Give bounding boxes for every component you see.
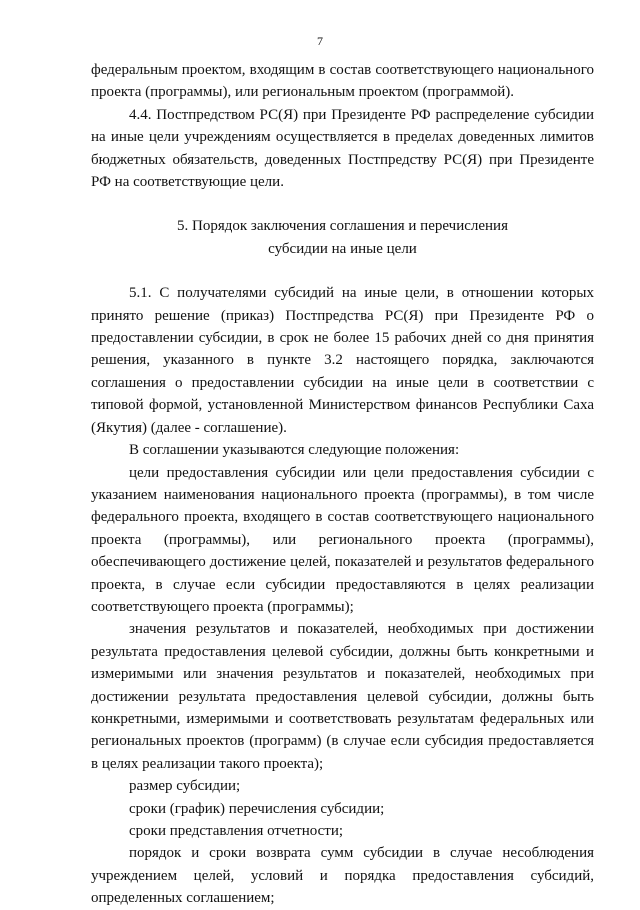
paragraph-5-1: 5.1. С получателями субсидий на иные цели, в отношении которых принято решение (приказ) Постпредства РС(Я) при Президенте РФ о предоставлении субсидии, в срок не более 15 рабочих дней со дня принятия решения, указанного в пункте 3.2 настоящего порядка, заключаются соглашения о предоставлении субсидии на иные цели в соответствии с типовой формой, установленной Министерством финансов Республики Саха (Якутия) (далее - соглашение).	[91, 285, 594, 436]
list-item-amount: размер субсидии;	[129, 778, 241, 795]
page-number: 7	[317, 34, 323, 48]
list-item-results: значения результатов и показателей, необходимых при достижении результата предоставления целевой субсидии, должны быть конкретными и измеримыми или значения результатов и показателей, необходимых при достижении результата предоставления целевой субсидии, должны быть конкретными, измеримыми и соответствовать результатам федеральных или региональных проектов (программ) (в случае если субсидия предоставляется в целях реализации такого проекта);	[91, 621, 594, 772]
list-item-goals: цели предоставления субсидии или цели предоставления субсидии с указанием наименования национального проекта (программы), в том числе федерального проекта, входящего в состав соответствующего национального проекта (программы), или регионального проекта (программы), обеспечивающего достижение целей, показателей и результатов федерального проекта, в случае если субсидии предоставляются в целях реализации соответствующего проекта (программы);	[91, 464, 594, 615]
document-body	[91, 59, 594, 910]
paragraph-4-4: 4.4. Постпредством РС(Я) при Президенте РФ распределение субсидии на иные цели учреждениям осуществляется в пределах доведенных лимитов бюджетных обязательств, доведенных Постпредству РС(Я) при Президенте РФ на соответствующие цели.	[91, 106, 594, 191]
section-heading-line1: 5. Порядок заключения соглашения и перечисления	[177, 218, 508, 235]
section-heading-line2: субсидии на иные цели	[268, 240, 417, 257]
list-item-reporting: сроки представления отчетности;	[129, 823, 344, 839]
section-heading	[91, 215, 594, 260]
list-item-refund: порядок и сроки возврата сумм субсидии в случае несоблюдения учреждением целей, условий и порядка предоставления субсидий, определенных соглашением;	[91, 845, 594, 907]
paragraph-continuation: федеральным проектом, входящим в состав соответствующего национального проекта (программы), или региональным проектом (программой).	[91, 62, 594, 101]
list-item-schedule: сроки (график) перечисления субсидии;	[129, 800, 385, 817]
paragraph-provisions-intro: В соглашении указываются следующие положения:	[129, 442, 460, 459]
